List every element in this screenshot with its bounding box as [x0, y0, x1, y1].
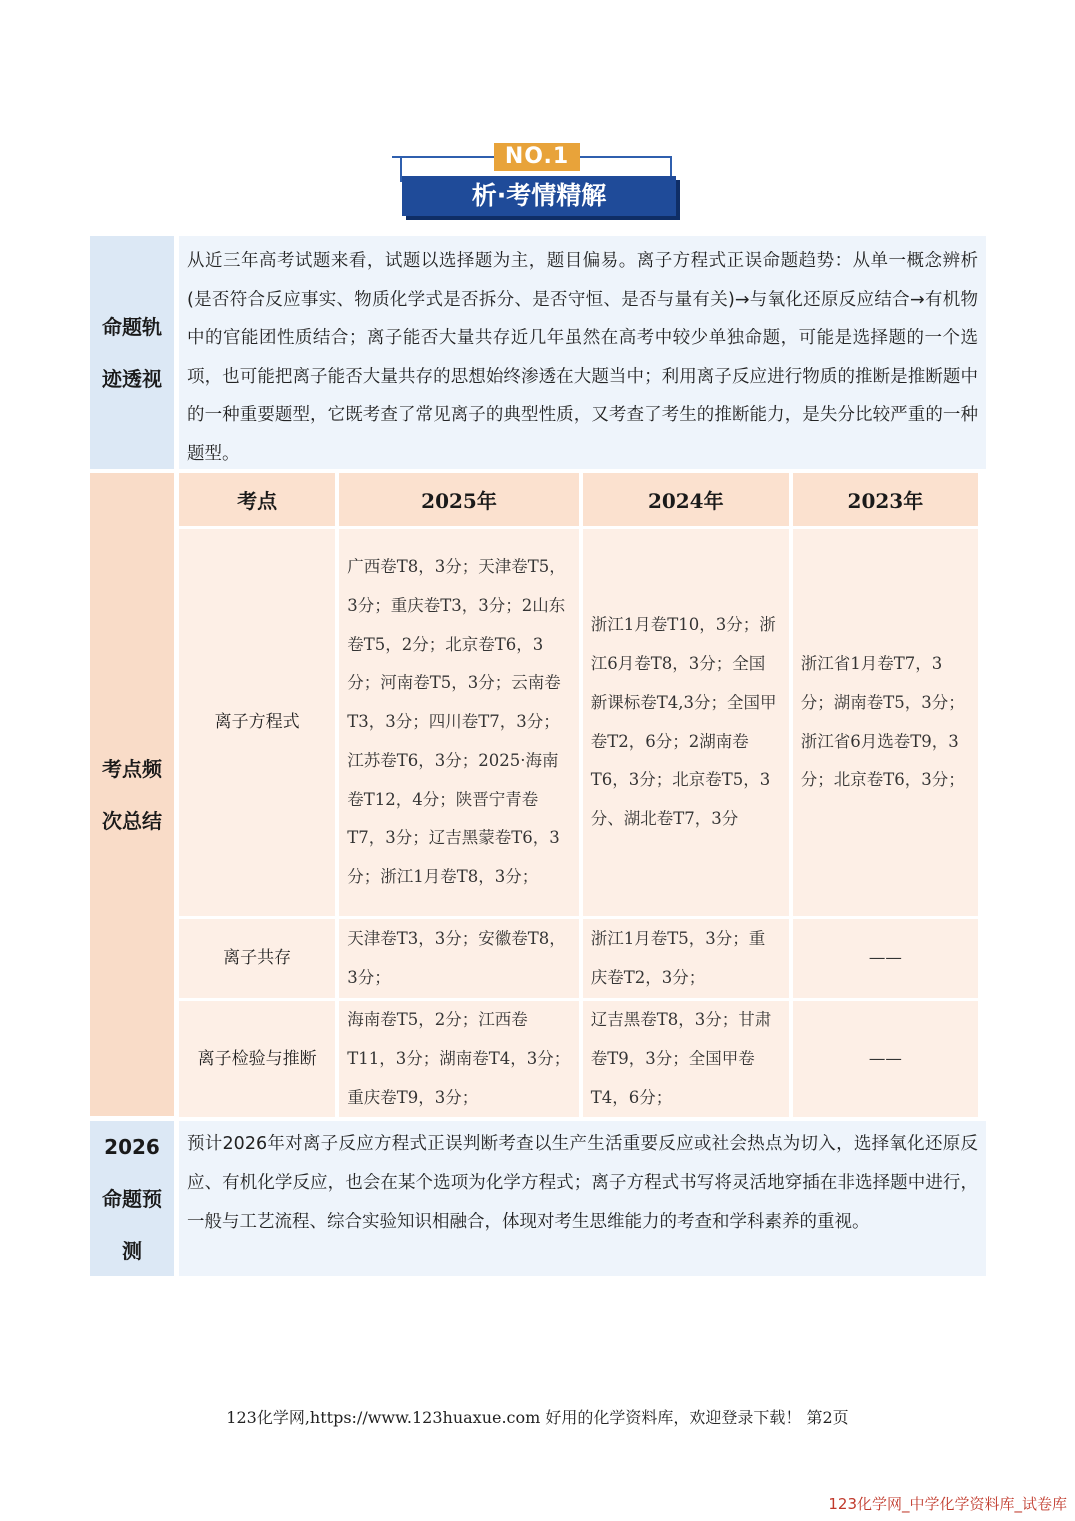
header-tick [392, 156, 412, 158]
forecast-label [90, 1121, 174, 1276]
header-topic: 考点 [179, 473, 335, 526]
frequency-table [175, 470, 982, 1120]
cell-2025: 广西卷T8，3分；天津卷T5，3分；重庆卷T3，3分；2山东卷T5，2分；北京卷T6，3分；河南卷T5，3分；云南卷T3，3分；四川卷T7，3分；江苏卷T6，3分；2025·海南卷T12，4分；陕晋宁青卷T7，3分；辽吉黑蒙卷T6，3分；浙江1月卷T8，3分； [339, 529, 579, 916]
table-row [179, 529, 978, 916]
frequency-label [90, 473, 174, 1116]
cell-2024: 辽吉黑卷T8，3分；甘肃卷T9，3分；全国甲卷T4，6分； [583, 1001, 789, 1117]
header-2024: 2024年 [583, 473, 789, 526]
header-2023: 2023年 [793, 473, 978, 526]
header-2025: 2025年 [339, 473, 579, 526]
cell-2023: 浙江省1月卷T7，3分；湖南卷T5，3分；浙江省6月选卷T9，3分；北京卷T6，3分； [793, 529, 978, 916]
section-header-badge [396, 140, 686, 220]
cell-2023: —— [793, 1001, 978, 1117]
section-title: 析·考情精解 [402, 176, 676, 216]
badge-number: NO.1 [494, 143, 580, 171]
trend-label [90, 236, 174, 469]
frequency-label-text: 考点频次总结 [102, 756, 162, 833]
trend-text: 从近三年高考试题来看，试题以选择题为主，题目偏易。离子方程式正误命题趋势：从单一概念辨析(是否符合反应事实、物质化学式是否拆分、是否守恒、是否与量有关)→与氧化还原反应结合→有机物中的官能团性质结合；离子能否大量共存近几年虽然在高考中较少单独命题，可能是选择题的一个选项，也可能把离子能否大量共存的思想始终渗透在大题当中；利用离子反应进行物质的推断是推断题中的一种重要题型，它既考查了常见离子的典型性质，又考查了考生的推断能力，是失分比较严重的一种题型。 [179, 236, 986, 469]
trend-label-text: 命题轨迹透视 [102, 314, 162, 391]
forecast-section [90, 1121, 986, 1276]
row-topic: 离子方程式 [179, 529, 335, 916]
frequency-table-wrap [179, 473, 986, 1116]
cell-2025: 天津卷T3，3分；安徽卷T8，3分； [339, 919, 579, 998]
trend-section [90, 236, 986, 469]
table-header-row [179, 473, 978, 526]
cell-2023: —— [793, 919, 978, 998]
page-footer: 123化学网,https://www.123huaxue.com 好用的化学资料库，欢迎登录下载！ 第2页 [226, 1408, 849, 1427]
row-topic: 离子检验与推断 [179, 1001, 335, 1117]
table-row [179, 1001, 978, 1117]
frequency-section [90, 473, 986, 1116]
cell-2024: 浙江1月卷T5，3分；重庆卷T2，3分； [583, 919, 789, 998]
cell-2024: 浙江1月卷T10，3分；浙江6月卷T8，3分；全国新课标卷T4,3分；全国甲卷T2，6分；2湖南卷T6，3分；北京卷T5，3分、湖北卷T7，3分 [583, 529, 789, 916]
cell-2025: 海南卷T5，2分；江西卷T11，3分；湖南卷T4，3分；重庆卷T9，3分； [339, 1001, 579, 1117]
watermark-link[interactable]: 123化学网_中学化学资料库_试卷库 [828, 1495, 1067, 1513]
row-topic: 离子共存 [179, 919, 335, 998]
table-row [179, 919, 978, 998]
forecast-label-text: 2026命题预测 [102, 1134, 162, 1263]
forecast-text: 预计2026年对离子反应方程式正误判断考查以生产生活重要反应或社会热点为切入，选择氧化还原反应、有机化学反应，也会在某个选项为化学方程式；离子方程式书写将灵活地穿插在非选择题中进行，一般与工艺流程、综合实验知识相融合，体现对考生思维能力的考查和学科素养的重视。 [179, 1121, 986, 1276]
